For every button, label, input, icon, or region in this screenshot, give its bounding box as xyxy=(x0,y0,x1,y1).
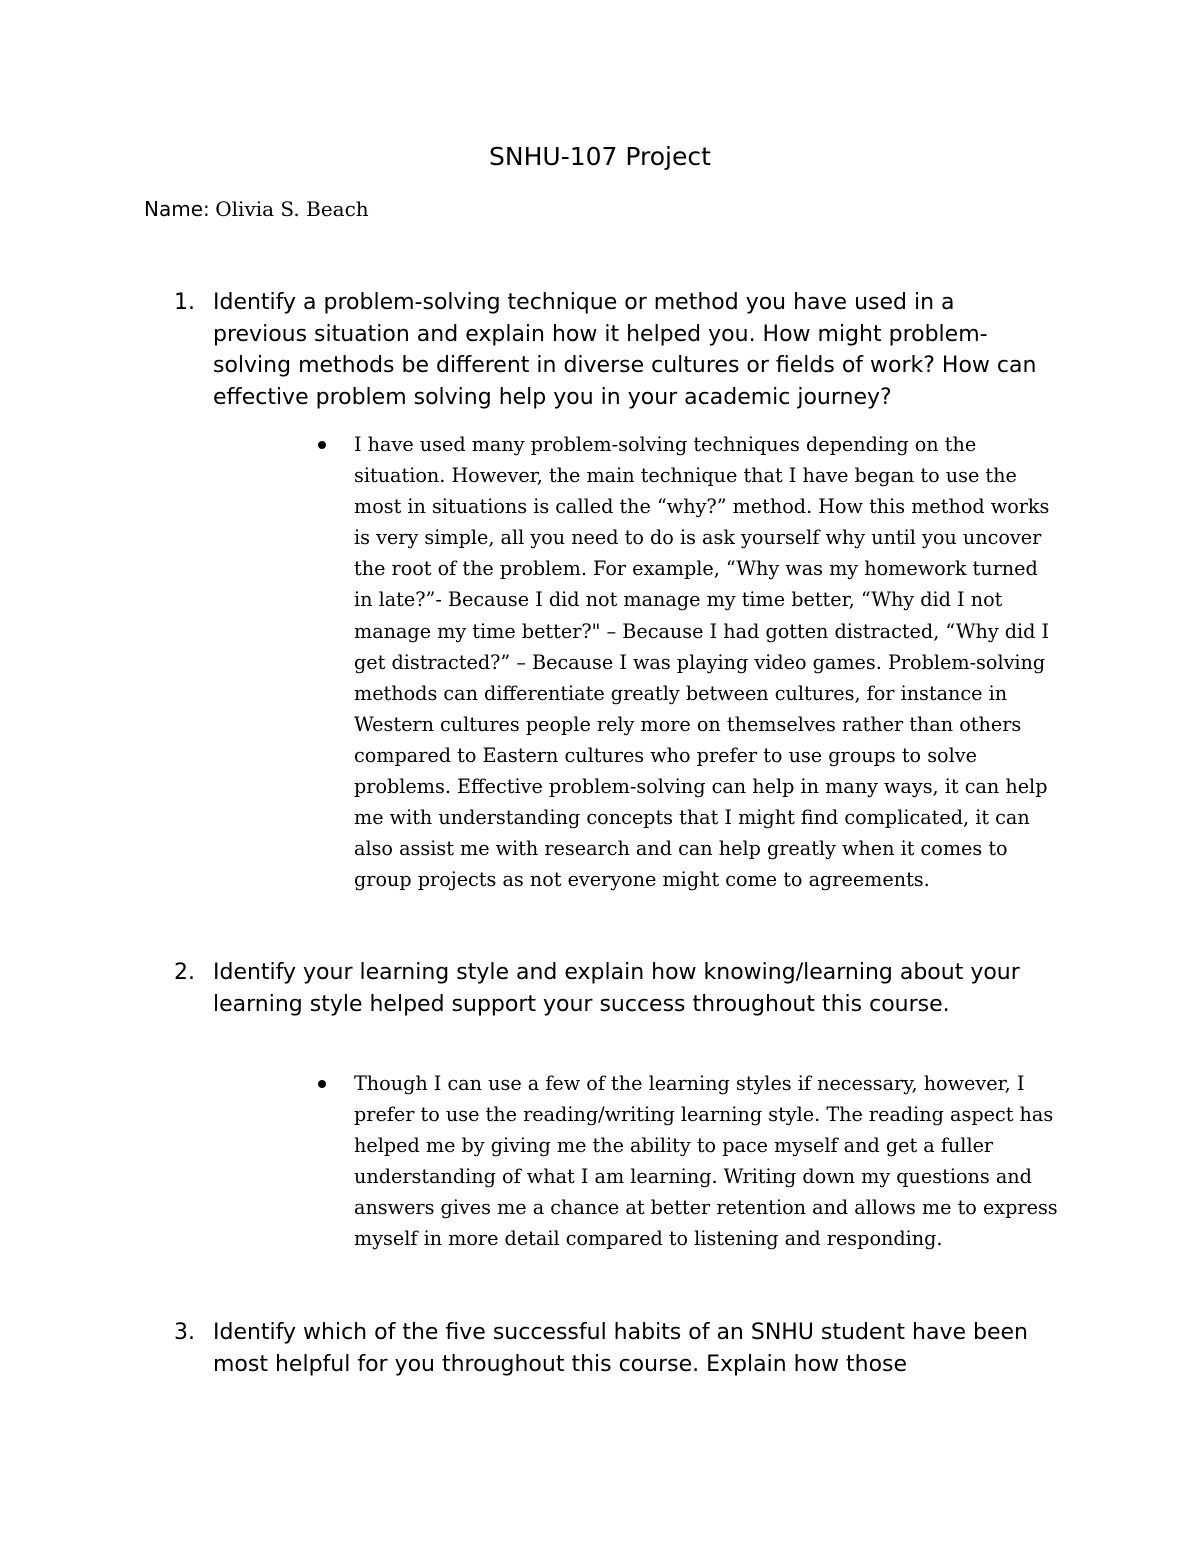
answer-1 xyxy=(312,429,1062,895)
bullet-icon xyxy=(318,441,326,449)
question-text: Identify your learning style and explain how knowing/learning about your learning style helped support your success throughout this course. xyxy=(213,960,1020,1017)
document-title: SNHU-107 Project xyxy=(489,142,711,171)
question-number: 1. xyxy=(174,290,195,315)
question-text: Identify a problem-solving technique or method you have used in a previous situation and explain how it helped you. How might problem-solving methods be different in diverse cultures or fields of work? How can effective problem solving help you in your academic journey? xyxy=(213,290,1037,410)
name-line xyxy=(144,193,369,225)
name-value: Olivia S. Beach xyxy=(215,197,369,221)
answer-2 xyxy=(312,1068,1062,1255)
answer-text: I have used many problem-solving techniques depending on the situation. However, the main technique that I have began to use the most in situations is called the “why?” method. How this method works is very simple, all you need to do is ask yourself why until you uncover the root of the problem. For example, “Why was my homework turned in late?”- Because I did not manage my time better, “Why did I not manage my time better?" – Because I had gotten distracted, “Why did I get distracted?” – Because I was playing video games. Problem-solving methods can differentiate greatly between cultures, for instance in Western cultures people rely more on themselves rather than others compared to Eastern cultures who prefer to use groups to solve problems. Effective problem-solving can help in many ways, it can help me with understanding concepts that I might find complicated, it can also assist me with research and can help greatly when it comes to group projects as not everyone might come to agreements. xyxy=(354,433,1050,892)
question-number: 2. xyxy=(174,960,195,985)
question-number: 3. xyxy=(174,1320,195,1345)
question-3 xyxy=(144,1317,1044,1380)
bullet-icon xyxy=(318,1080,326,1088)
question-text: Identify which of the five successful habits of an SNHU student have been most helpful for you throughout this course. Explain how those xyxy=(213,1320,1028,1377)
name-label: Name: xyxy=(144,197,210,221)
answer-text: Though I can use a few of the learning styles if necessary, however, I prefer to use the reading/writing learning style. The reading aspect has helped me by giving me the ability to pace myself and get a fuller understanding of what I am learning. Writing down my questions and answers gives me a chance at better retention and allows me to express myself in more detail compared to listening and responding. xyxy=(354,1072,1058,1251)
question-2 xyxy=(144,957,1044,1020)
question-1 xyxy=(144,287,1044,413)
